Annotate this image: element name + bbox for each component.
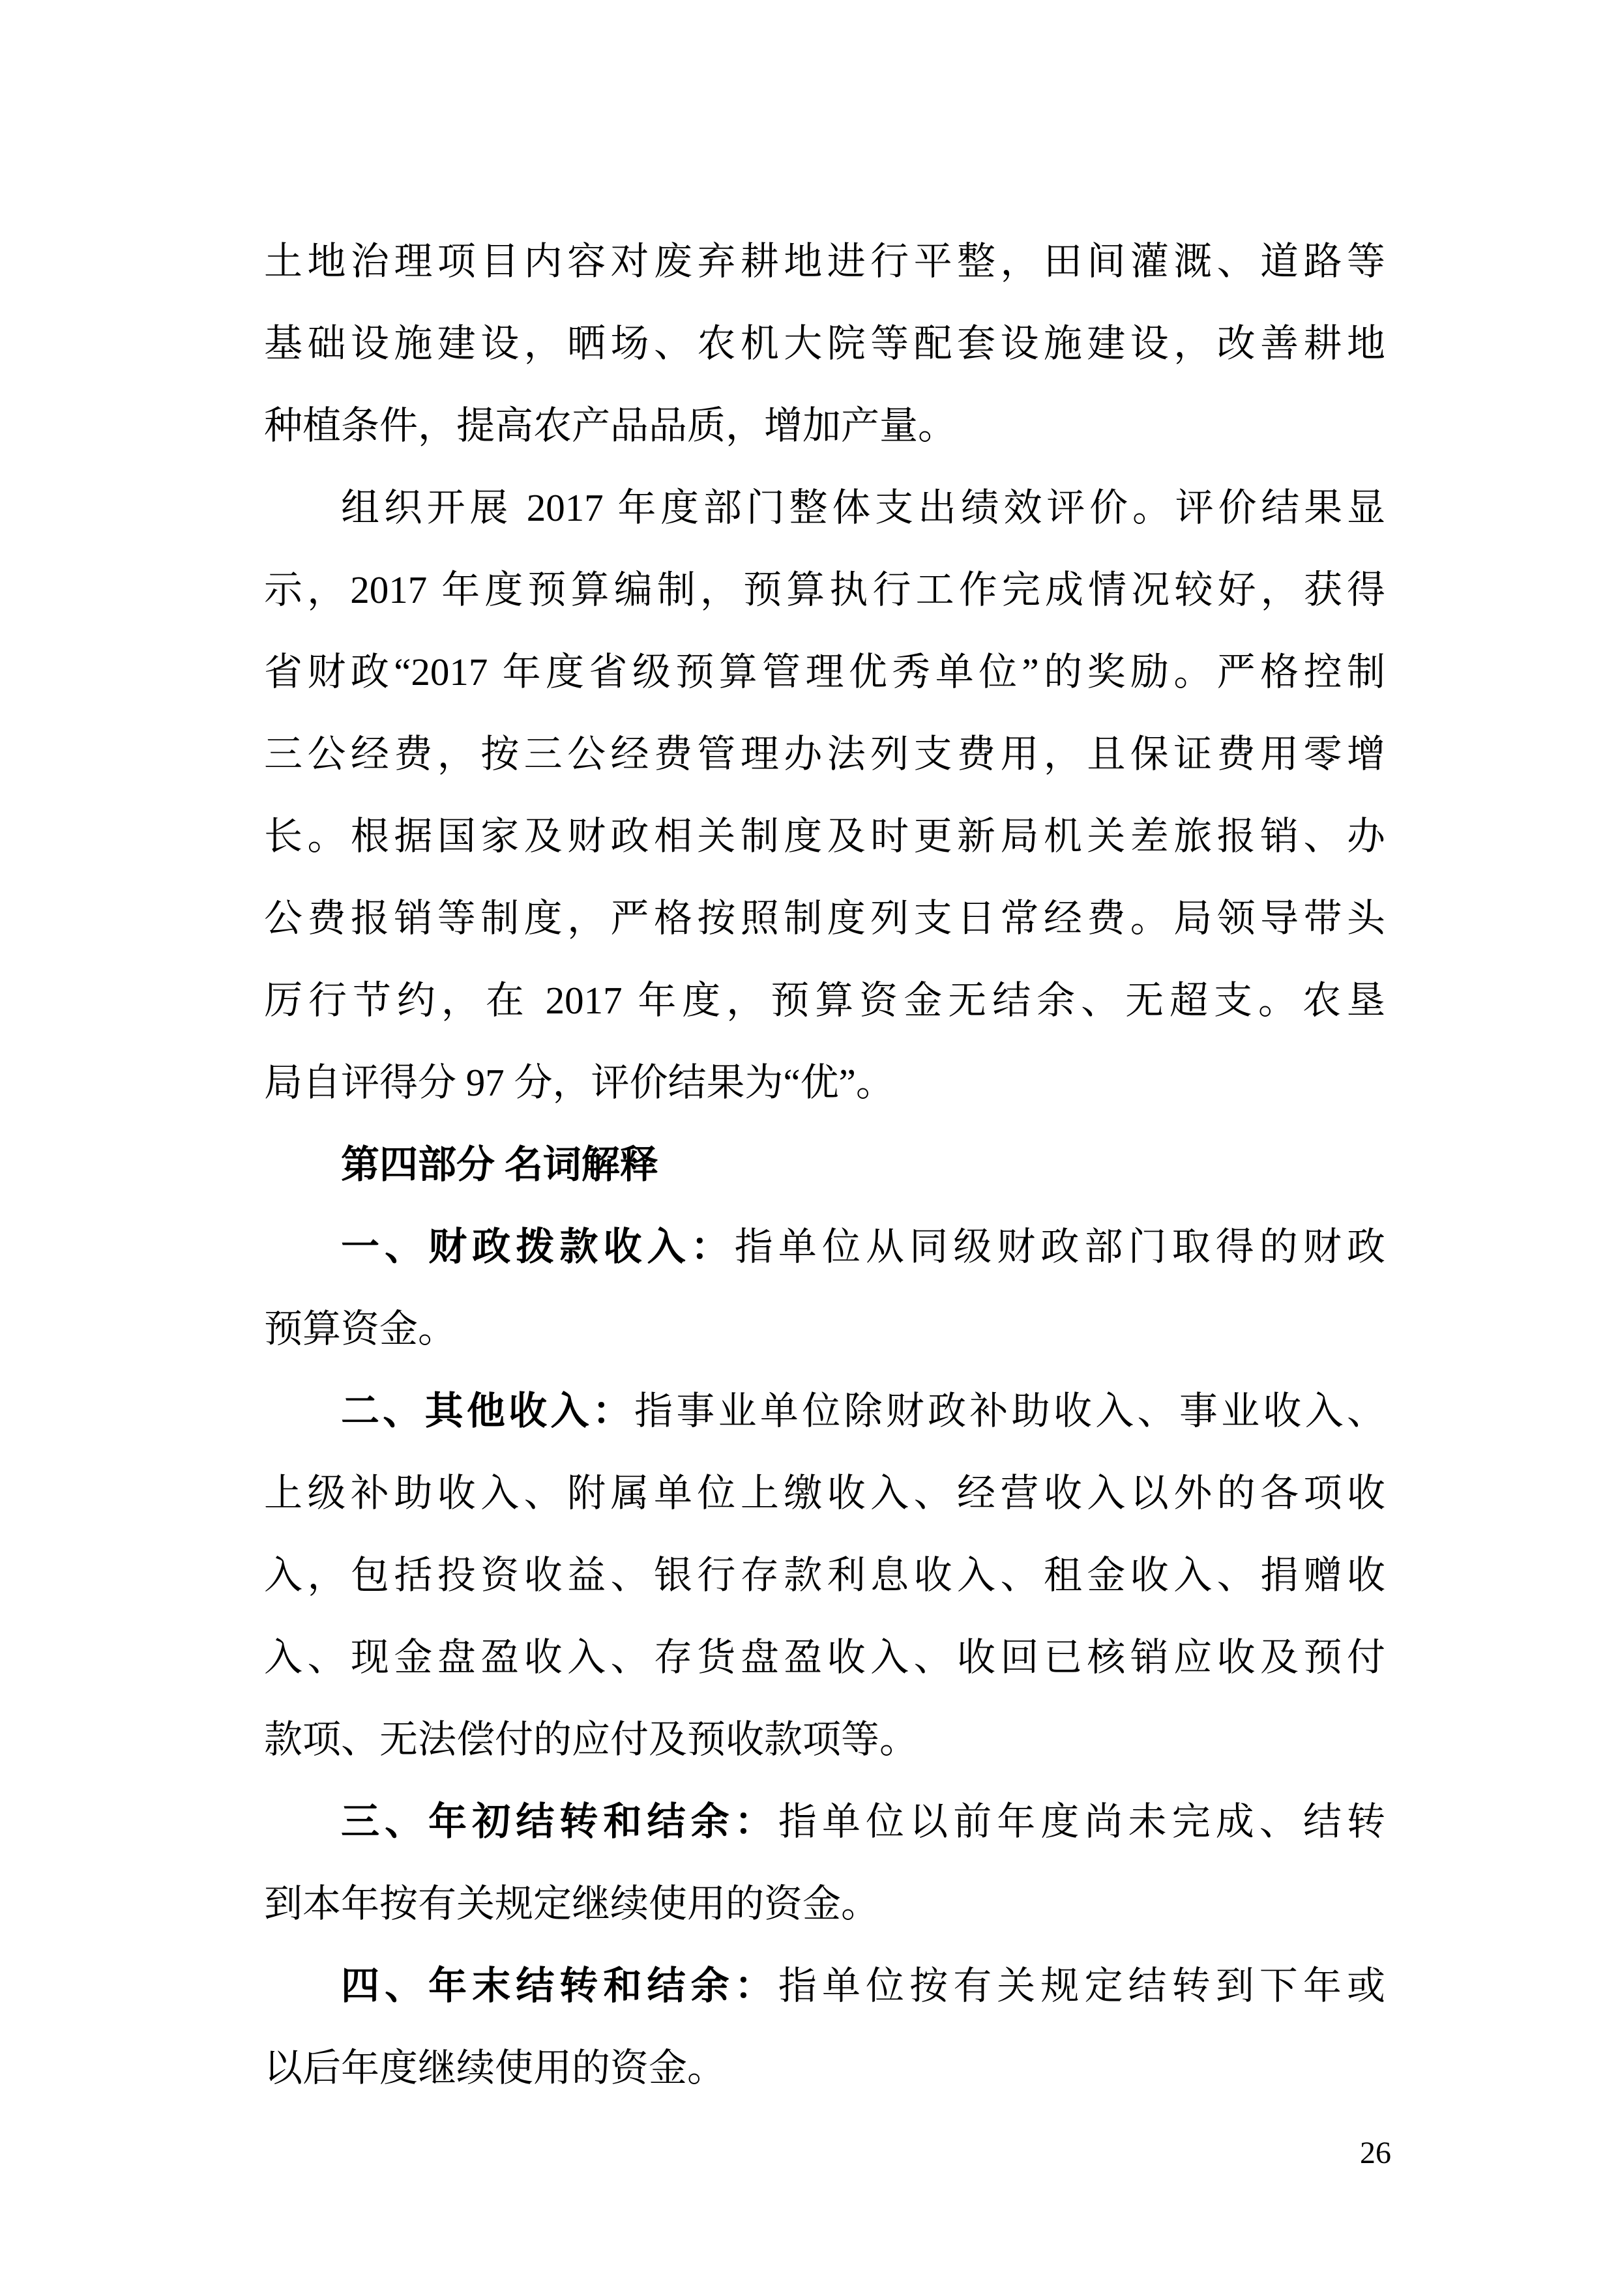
text-line (264, 1206, 1385, 1288)
text-line (264, 467, 1385, 549)
text-line (264, 385, 1385, 467)
page-number: 26 (1360, 2136, 1391, 2170)
definition-term-bold: 三、年初结转和结余： (341, 1800, 778, 1843)
text-line (264, 1945, 1385, 2027)
text-line (264, 795, 1385, 877)
text-line (264, 1780, 1385, 1863)
line-text: 组织开展 2017 年度部门整体支出绩效评价。评价结果显 (341, 486, 1385, 529)
line-text: 入，包括投资收益、银行存款利息收入、租金收入、捐赠收 (264, 1554, 1385, 1597)
line-text: 指单位以前年度尚未完成、结转 (778, 1800, 1385, 1843)
text-line (264, 1616, 1385, 1698)
text-line (264, 2027, 1385, 2109)
line-text: 公费报销等制度，严格按照制度列支日常经费。局领导带头 (264, 897, 1385, 940)
text-line (264, 302, 1385, 385)
line-text: 指单位从同级财政部门取得的财政 (734, 1225, 1385, 1268)
line-text: 局自评得分 97 分，评价结果为“优”。 (264, 1061, 894, 1104)
text-line (264, 713, 1385, 795)
line-text: 款项、无法偿付的应付及预收款项等。 (264, 1718, 919, 1761)
line-text: 指事业单位除财政补助收入、事业收入、 (634, 1389, 1385, 1432)
text-line (264, 1452, 1385, 1534)
line-text: 土地治理项目内容对废弃耕地进行平整，田间灌溉、道路等 (264, 240, 1385, 283)
line-text: 三公经费，按三公经费管理办法列支费用，且保证费用零增 (264, 733, 1385, 776)
line-text: 上级补助收入、附属单位上缴收入、经营收入以外的各项收 (264, 1472, 1385, 1515)
text-line (264, 1534, 1385, 1616)
line-text: 长。根据国家及财政相关制度及时更新局机关差旅报销、办 (264, 815, 1385, 858)
line-text: 以后年度继续使用的资金。 (264, 2046, 726, 2089)
section-heading (264, 1124, 1385, 1206)
line-text: 厉行节约，在 2017 年度，预算资金无结余、无超支。农垦 (264, 979, 1385, 1022)
line-text: 种植条件，提高农产品品质，增加产量。 (264, 404, 957, 447)
section-heading-text: 第四部分 名词解释 (341, 1143, 658, 1186)
text-line (264, 1288, 1385, 1370)
line-text: 入、现金盘盈收入、存货盘盈收入、收回已核销应收及预付 (264, 1636, 1385, 1679)
text-line (264, 1863, 1385, 1945)
line-text: 预算资金。 (264, 1307, 457, 1350)
definition-term-bold: 一、财政拨款收入： (341, 1225, 735, 1268)
text-line (264, 549, 1385, 631)
line-text: 基础设施建设，晒场、农机大院等配套设施建设，改善耕地 (264, 322, 1385, 365)
definition-term-bold: 四、年末结转和结余： (341, 1964, 778, 2007)
text-line (264, 220, 1385, 302)
text-line (264, 1041, 1385, 1124)
text-line (264, 877, 1385, 959)
line-text: 到本年按有关规定继续使用的资金。 (264, 1882, 880, 1925)
text-line (264, 1370, 1385, 1452)
definition-term-bold: 二、其他收入： (341, 1389, 635, 1432)
text-block (264, 220, 1385, 2109)
line-text: 指单位按有关规定结转到下年或 (778, 1964, 1385, 2007)
text-line (264, 631, 1385, 713)
text-line (264, 959, 1385, 1041)
line-text: 省财政“2017 年度省级预算管理优秀单位”的奖励。严格控制 (264, 650, 1385, 693)
line-text: 示，2017 年度预算编制，预算执行工作完成情况较好，获得 (264, 568, 1385, 611)
text-line (264, 1698, 1385, 1780)
